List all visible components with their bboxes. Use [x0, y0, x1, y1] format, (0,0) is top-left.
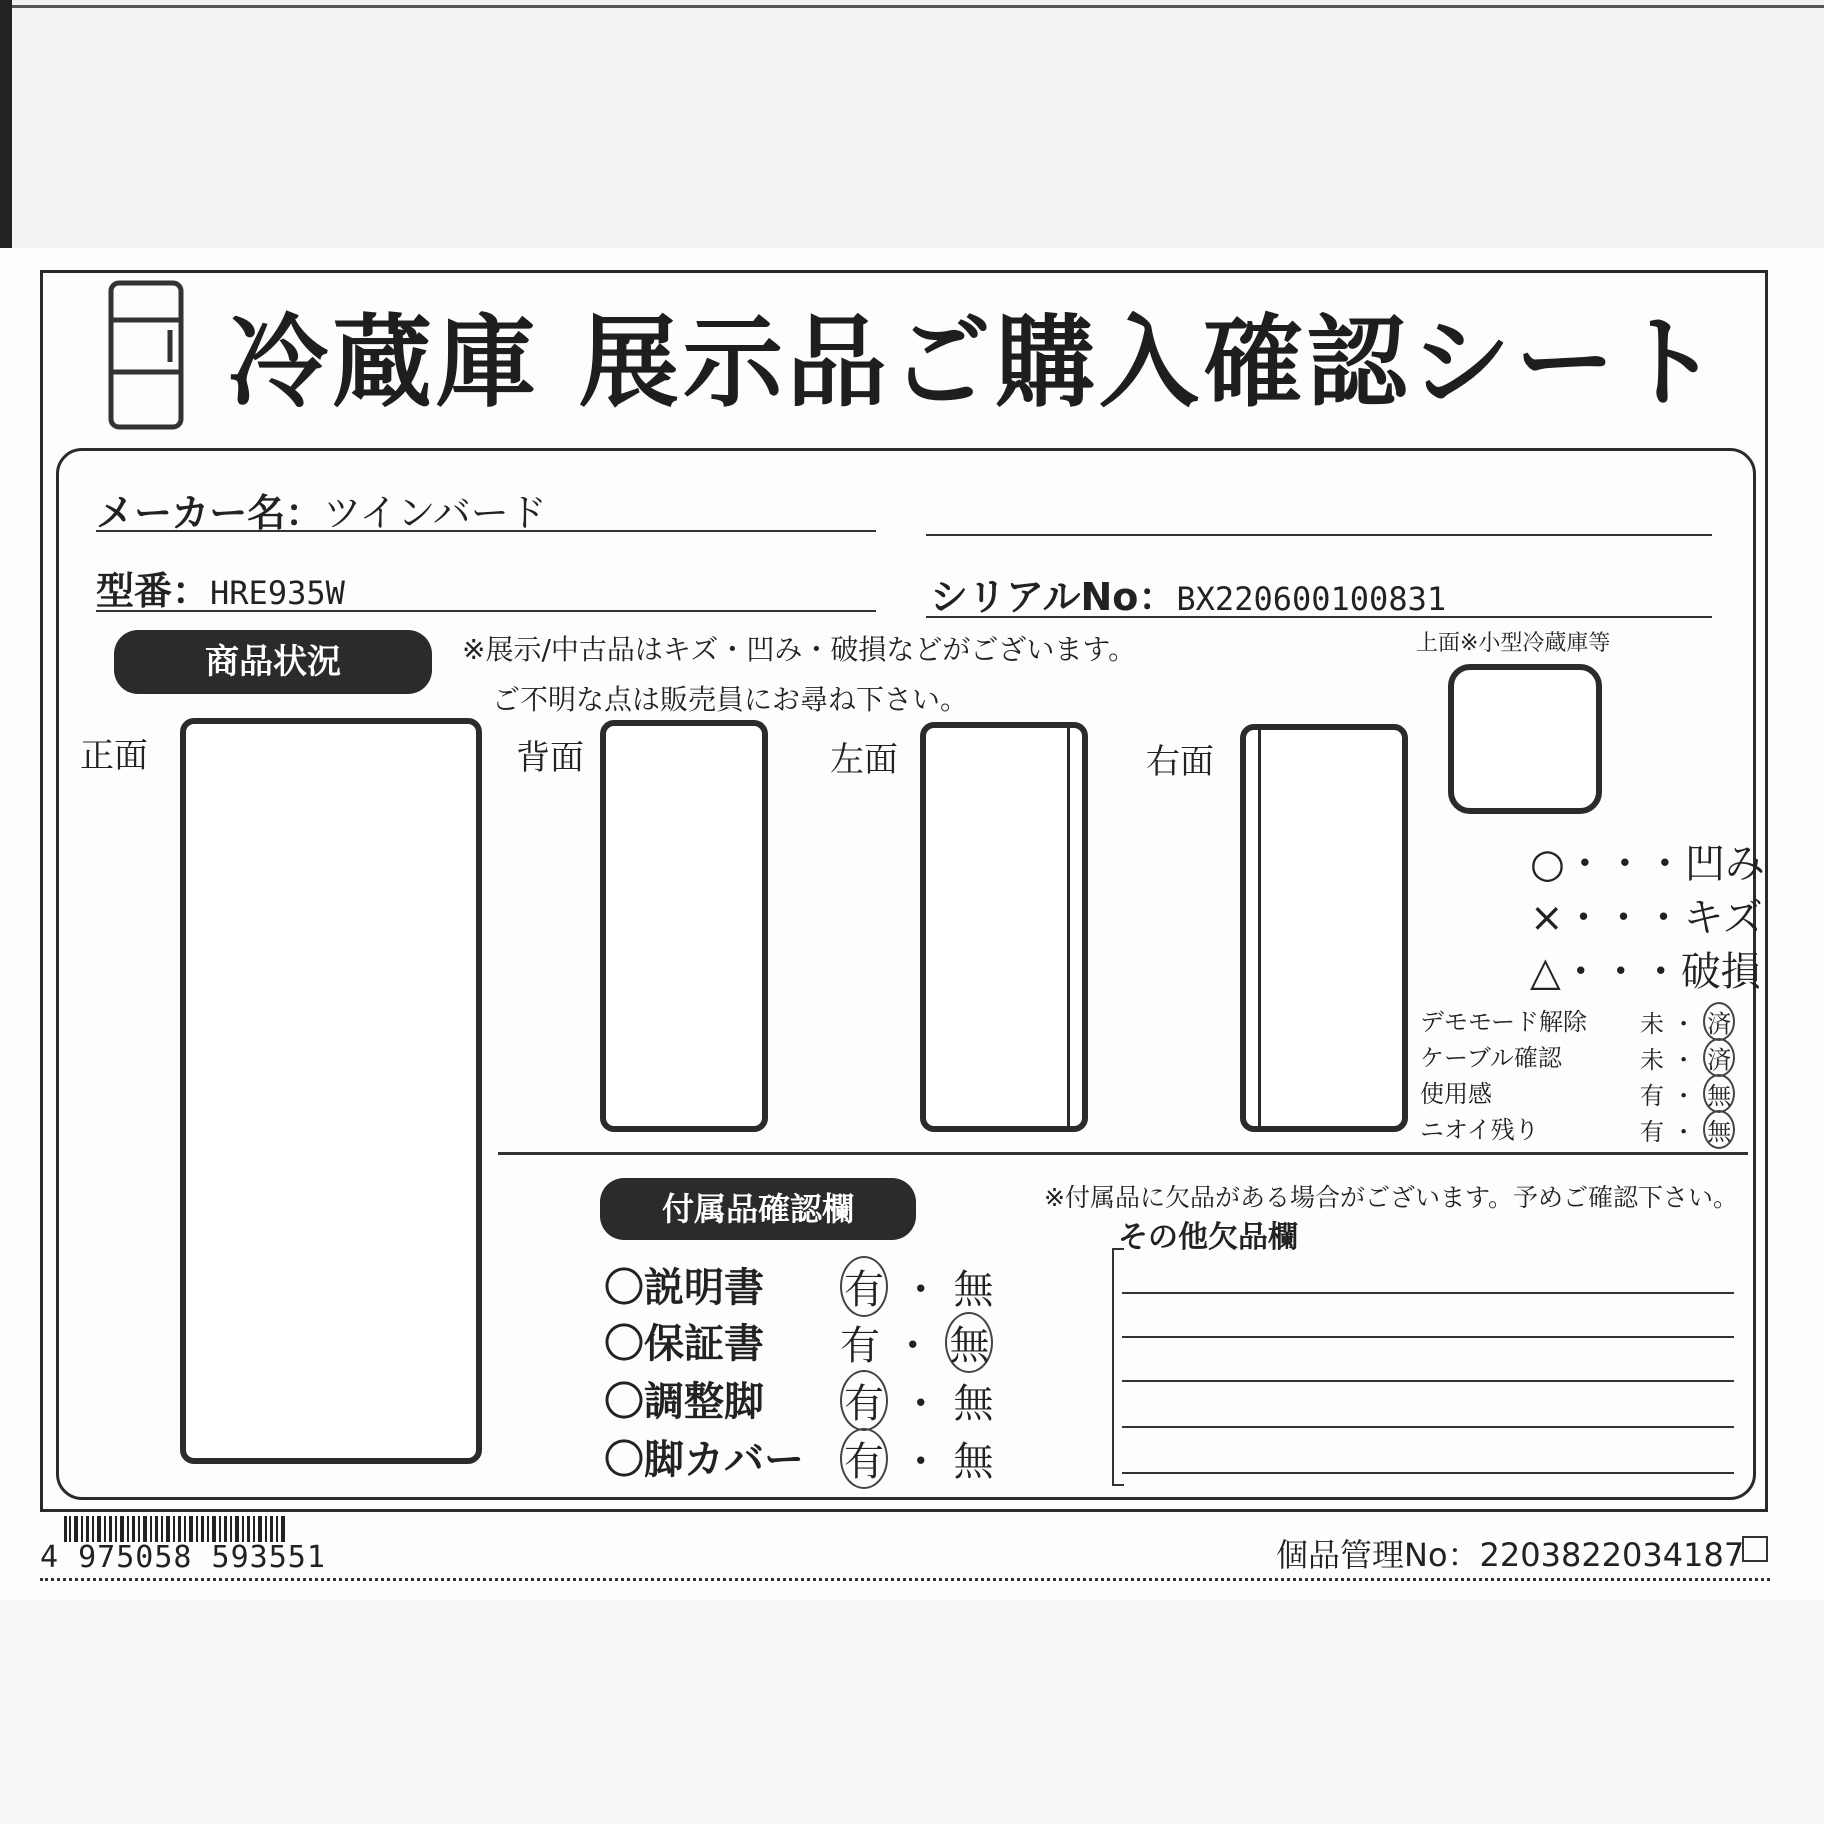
front-view-box [180, 718, 482, 1464]
legend-dent-label: ・・・凹み [1564, 841, 1765, 887]
legend-damage [1530, 940, 1761, 997]
accessory-option: 無 [953, 1267, 994, 1313]
legend-scratch-symbol: × [1530, 895, 1564, 941]
check-options-cable: 未 ・ 済 [1640, 1038, 1735, 1077]
check-options-usage: 有 ・ 無 [1640, 1074, 1735, 1113]
accessory-manual-options: 有 ・ 無 [840, 1256, 993, 1317]
check-row-odor [1420, 1110, 1539, 1145]
model-underline [96, 610, 876, 612]
accessory-option-selected: 有 [840, 1256, 888, 1317]
maker-field [96, 482, 547, 537]
check-row-cable [1420, 1038, 1562, 1073]
other-missing-line-1 [1122, 1292, 1734, 1294]
serial-underline [926, 616, 1712, 618]
check-label: デモモード解除 [1420, 1008, 1588, 1036]
check-row-demo [1420, 1002, 1587, 1037]
check-option-selected: 無 [1703, 1110, 1735, 1149]
legend-scratch-label: ・・・キズ [1563, 895, 1763, 941]
accessory-warranty: 〇保証書 [604, 1321, 764, 1367]
accessory-warranty-options: 有 ・ 無 [840, 1312, 993, 1373]
right-view-box [1240, 724, 1408, 1132]
left-view-box [920, 722, 1088, 1132]
serial-value: BX220600100831 [1176, 580, 1447, 618]
front-label: 正面 [80, 736, 148, 776]
other-missing-heading: その他欠品欄 [1118, 1220, 1298, 1255]
section-divider [498, 1152, 1748, 1155]
accessories-heading: 付属品確認欄 [600, 1178, 916, 1240]
page-title: 冷蔵庫 展示品ご購入確認シート [228, 304, 1723, 421]
other-missing-line-2 [1122, 1336, 1734, 1338]
maker-value: ツインバード [323, 491, 547, 535]
maker-underline [96, 530, 876, 532]
other-missing-line-4 [1122, 1426, 1734, 1428]
check-options-odor: 有 ・ 無 [1640, 1110, 1735, 1149]
other-missing-line-5 [1122, 1472, 1734, 1474]
legend-damage-symbol: △ [1530, 949, 1561, 995]
check-option: 未 [1640, 1010, 1664, 1038]
accessories-note: ※付属品に欠品がある場合がございます。予めご確認下さい。 [1044, 1183, 1738, 1212]
accessory-option: 無 [953, 1381, 994, 1427]
model-value: HRE935W [210, 574, 345, 612]
accessory-manual: 〇説明書 [604, 1265, 764, 1311]
model-field [96, 560, 345, 615]
serial-label: シリアルNo： [930, 575, 1177, 619]
dotted-cut-line [40, 1578, 1770, 1581]
right-label: 右面 [1146, 742, 1214, 782]
check-label: ニオイ残り [1420, 1116, 1539, 1144]
top-label: 上面※小型冷蔵庫等 [1416, 631, 1611, 656]
background-top [0, 0, 1824, 248]
top-view-box [1448, 664, 1602, 814]
accessory-feet-options: 有 ・ 無 [840, 1370, 993, 1431]
check-row-usage [1420, 1074, 1492, 1109]
other-missing-line-3 [1122, 1380, 1734, 1382]
accessory-foot-cover-options: 有 ・ 無 [840, 1428, 993, 1489]
check-option-selected: 済 [1703, 1002, 1735, 1041]
back-label: 背面 [516, 738, 584, 778]
check-option-selected: 無 [1703, 1074, 1735, 1113]
legend-scratch [1530, 886, 1763, 943]
accessory-option-selected: 有 [840, 1370, 888, 1431]
accessory-option-selected: 無 [945, 1312, 993, 1373]
left-edge-shadow [0, 0, 12, 248]
maker-label: メーカー名： [96, 491, 324, 535]
check-option: 有 [1640, 1118, 1664, 1146]
check-options-demo: 未 ・ 済 [1640, 1002, 1735, 1041]
top-edge-line [0, 5, 1824, 8]
blank-underline [926, 534, 1712, 536]
legend-dent [1530, 832, 1765, 889]
check-option-selected: 済 [1703, 1038, 1735, 1077]
check-option: 有 [1640, 1082, 1664, 1110]
notice-line-2: ご不明な点は販売員にお尋ね下さい。 [492, 683, 969, 716]
check-label: 使用感 [1420, 1080, 1492, 1108]
accessory-option: 有 [840, 1323, 880, 1369]
serial-field [930, 566, 1446, 621]
check-option: 未 [1640, 1046, 1664, 1074]
check-label: ケーブル確認 [1420, 1044, 1562, 1072]
checkbox[interactable] [1742, 1536, 1768, 1562]
model-label: 型番： [96, 569, 211, 613]
legend-damage-label: ・・・破損 [1560, 949, 1761, 995]
accessory-feet: 〇調整脚 [604, 1379, 764, 1425]
other-missing-bracket [1112, 1248, 1124, 1486]
barcode-graphic [64, 1516, 290, 1542]
back-view-box [600, 720, 768, 1132]
accessory-option: 無 [953, 1439, 994, 1485]
refrigerator-icon [108, 280, 184, 430]
notice-line-1: ※展示/中古品はキズ・凹み・破損などがございます。 [462, 633, 1137, 666]
accessory-foot-cover: 〇脚カバー [604, 1437, 804, 1483]
control-number: 個品管理No：2203822034187 [1276, 1536, 1745, 1574]
accessory-option-selected: 有 [840, 1428, 888, 1489]
legend-dent-symbol: ○ [1530, 841, 1565, 887]
condition-heading: 商品状況 [114, 630, 432, 694]
left-label: 左面 [830, 740, 898, 780]
barcode-number: 4 975058 593551 [40, 1540, 326, 1575]
